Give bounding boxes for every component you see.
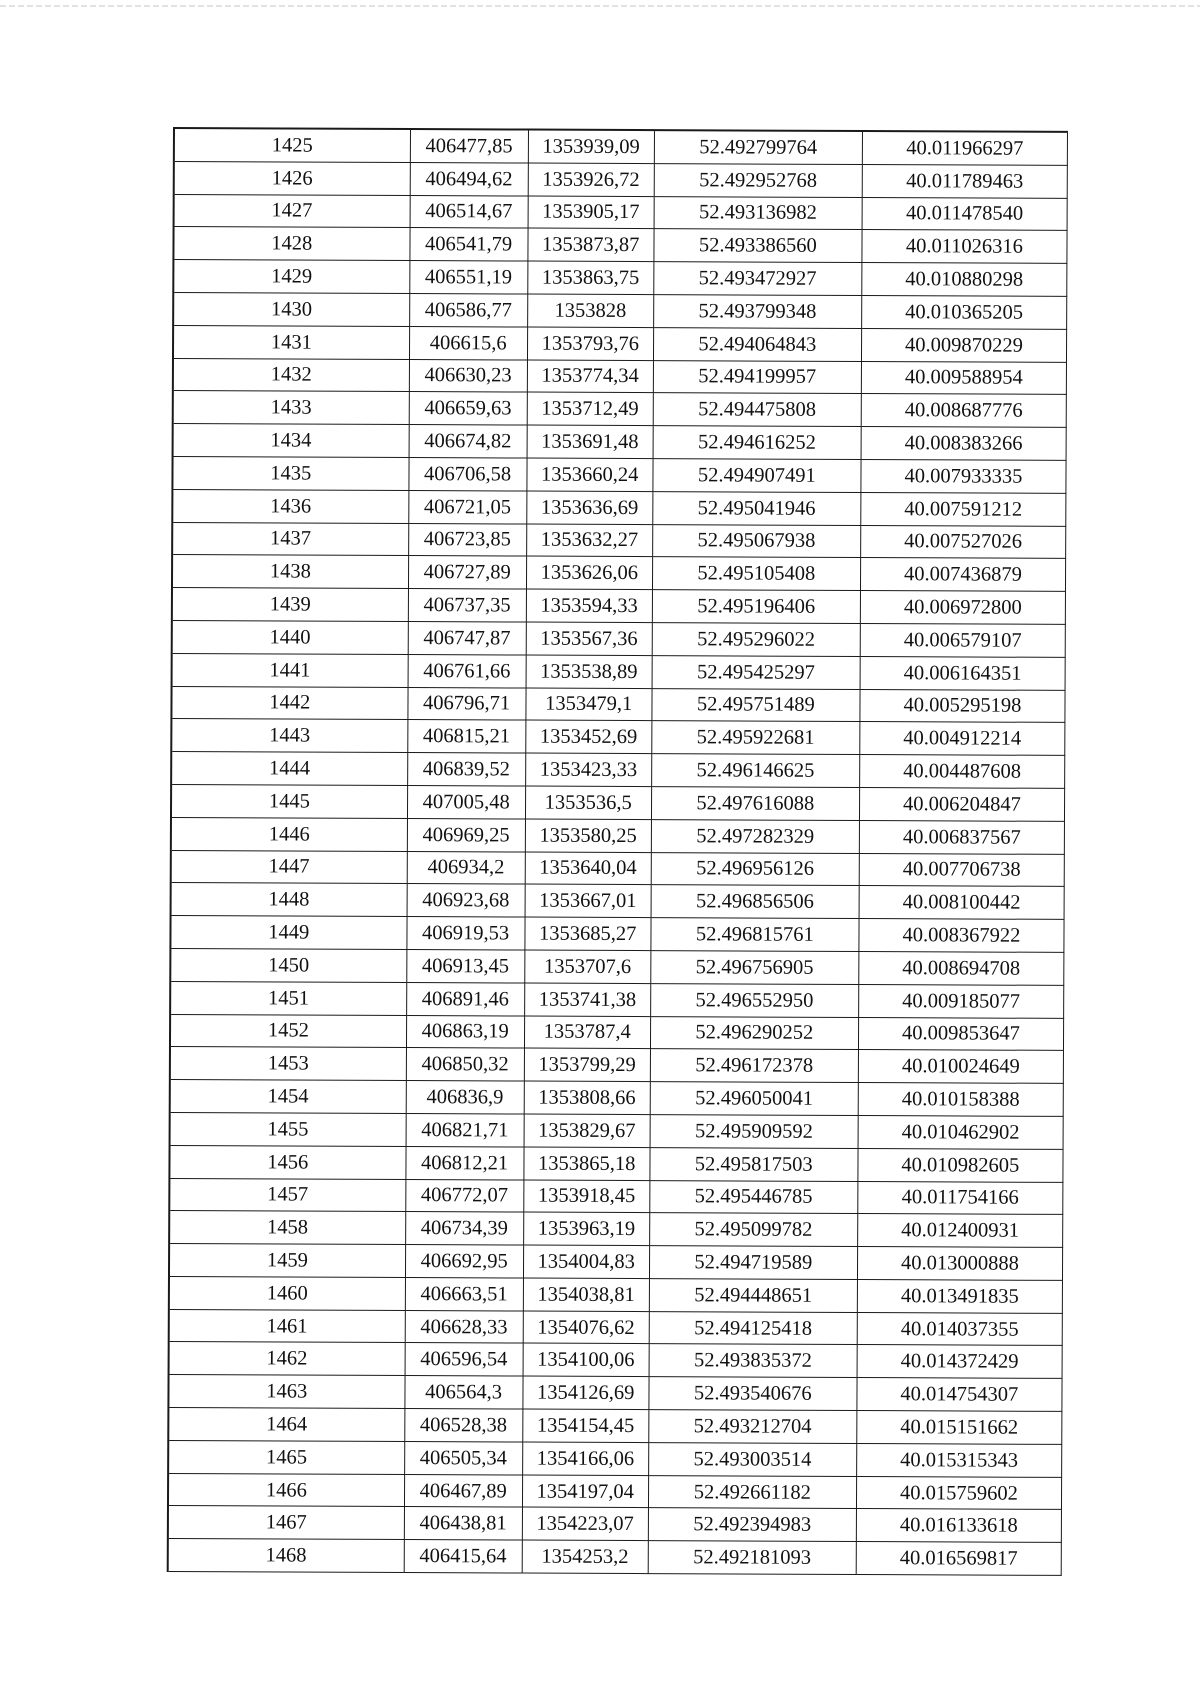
x-coordinate-cell: 407005,48 — [407, 785, 525, 818]
table-row — [168, 1539, 1062, 1576]
latitude-cell: 52.496290252 — [650, 1016, 858, 1050]
point-number-cell: 1435 — [172, 456, 408, 490]
point-number-cell: 1447 — [171, 850, 407, 884]
table-row — [168, 1473, 1062, 1510]
point-number-cell: 1458 — [169, 1211, 405, 1245]
point-number-cell: 1449 — [170, 916, 406, 950]
table-row — [173, 325, 1067, 362]
y-coordinate-cell: 1354154,45 — [522, 1409, 648, 1442]
y-coordinate-cell: 1353538,89 — [526, 655, 652, 688]
y-coordinate-cell: 1354126,69 — [523, 1376, 649, 1409]
longitude-cell: 40.011754166 — [858, 1181, 1063, 1215]
latitude-cell: 52.495425297 — [652, 655, 860, 689]
latitude-cell: 52.496815761 — [651, 918, 859, 952]
longitude-cell: 40.016133618 — [856, 1509, 1061, 1543]
table-row — [173, 424, 1067, 461]
latitude-cell: 52.494064843 — [653, 327, 861, 361]
latitude-cell: 52.495909592 — [650, 1114, 858, 1148]
longitude-cell: 40.014372429 — [857, 1345, 1062, 1379]
x-coordinate-cell: 406541,79 — [410, 228, 528, 261]
table-row — [174, 161, 1068, 198]
latitude-cell: 52.492799764 — [654, 130, 862, 164]
longitude-cell: 40.006204847 — [859, 787, 1064, 821]
x-coordinate-cell: 406821,71 — [406, 1113, 524, 1146]
x-coordinate-cell: 406415,64 — [404, 1540, 522, 1573]
point-number-cell: 1460 — [169, 1276, 405, 1310]
table-row — [171, 752, 1065, 789]
x-coordinate-cell: 406659,63 — [409, 392, 527, 425]
longitude-cell: 40.004912214 — [860, 722, 1065, 756]
longitude-cell: 40.011966297 — [862, 131, 1067, 165]
y-coordinate-cell: 1353660,24 — [527, 458, 653, 491]
point-number-cell: 1446 — [171, 817, 407, 851]
table-row — [170, 916, 1064, 953]
latitude-cell: 52.492952768 — [654, 163, 862, 197]
table-row — [168, 1375, 1062, 1412]
point-number-cell: 1466 — [168, 1473, 404, 1507]
longitude-cell: 40.014754307 — [857, 1378, 1062, 1412]
point-number-cell: 1430 — [173, 292, 409, 326]
latitude-cell: 52.495041946 — [653, 491, 861, 525]
y-coordinate-cell: 1353793,76 — [527, 327, 653, 360]
table-row — [170, 1047, 1064, 1084]
x-coordinate-cell: 406747,87 — [408, 621, 526, 654]
table-row — [173, 358, 1067, 395]
longitude-cell: 40.009588954 — [861, 361, 1066, 395]
table-row — [171, 686, 1065, 723]
x-coordinate-cell: 406494,62 — [410, 162, 528, 195]
longitude-cell: 40.005295198 — [860, 689, 1065, 723]
longitude-cell: 40.011789463 — [862, 164, 1067, 198]
longitude-cell: 40.010982605 — [858, 1148, 1063, 1182]
point-number-cell: 1455 — [170, 1112, 406, 1146]
table-row — [173, 292, 1067, 329]
x-coordinate-cell: 406923,68 — [407, 884, 525, 917]
y-coordinate-cell: 1353963,19 — [523, 1212, 649, 1245]
longitude-cell: 40.010024649 — [858, 1050, 1063, 1084]
y-coordinate-cell: 1354038,81 — [523, 1278, 649, 1311]
x-coordinate-cell: 406467,89 — [404, 1474, 522, 1507]
latitude-cell: 52.496172378 — [650, 1049, 858, 1083]
latitude-cell: 52.494125418 — [649, 1311, 857, 1345]
point-number-cell: 1459 — [169, 1244, 405, 1278]
x-coordinate-cell: 406812,21 — [406, 1146, 524, 1179]
point-number-cell: 1452 — [170, 1014, 406, 1048]
latitude-cell: 52.496552950 — [650, 983, 858, 1017]
latitude-cell: 52.494448651 — [649, 1278, 857, 1312]
x-coordinate-cell: 406913,45 — [406, 949, 524, 982]
latitude-cell: 52.493472927 — [654, 262, 862, 296]
latitude-cell: 52.493212704 — [649, 1410, 857, 1444]
y-coordinate-cell: 1353580,25 — [525, 819, 651, 852]
point-number-cell: 1436 — [172, 489, 408, 523]
point-number-cell: 1425 — [174, 128, 410, 162]
longitude-cell: 40.008687776 — [861, 394, 1066, 428]
latitude-cell: 52.495296022 — [652, 623, 860, 657]
point-number-cell: 1433 — [173, 391, 409, 425]
table-row — [171, 883, 1065, 920]
x-coordinate-cell: 406628,33 — [405, 1310, 523, 1343]
y-coordinate-cell: 1353536,5 — [525, 786, 651, 819]
x-coordinate-cell: 406919,53 — [407, 917, 525, 950]
longitude-cell: 40.013000888 — [857, 1247, 1062, 1281]
table-row — [170, 1014, 1064, 1051]
table-row — [172, 456, 1066, 493]
table-row — [171, 784, 1065, 821]
y-coordinate-cell: 1354197,04 — [522, 1475, 648, 1508]
x-coordinate-cell: 406815,21 — [407, 720, 525, 753]
point-number-cell: 1462 — [169, 1342, 405, 1376]
point-number-cell: 1465 — [168, 1440, 404, 1474]
longitude-cell: 40.010462902 — [858, 1115, 1063, 1149]
y-coordinate-cell: 1353567,36 — [526, 622, 652, 655]
coordinates-table-body — [168, 128, 1068, 1575]
x-coordinate-cell: 406839,52 — [407, 753, 525, 786]
x-coordinate-cell: 406850,32 — [406, 1048, 524, 1081]
table-row — [173, 391, 1067, 428]
y-coordinate-cell: 1353452,69 — [525, 720, 651, 753]
x-coordinate-cell: 406477,85 — [410, 129, 528, 163]
point-number-cell: 1427 — [174, 194, 410, 228]
point-number-cell: 1426 — [174, 161, 410, 195]
y-coordinate-cell: 1353712,49 — [527, 392, 653, 425]
longitude-cell: 40.006837567 — [859, 820, 1064, 854]
x-coordinate-cell: 406836,9 — [406, 1081, 524, 1114]
longitude-cell: 40.014037355 — [857, 1312, 1062, 1346]
x-coordinate-cell: 406721,05 — [408, 490, 526, 523]
longitude-cell: 40.011478540 — [862, 197, 1067, 231]
x-coordinate-cell: 406505,34 — [404, 1441, 522, 1474]
table-row — [174, 128, 1068, 165]
y-coordinate-cell: 1353594,33 — [526, 589, 652, 622]
x-coordinate-cell: 406761,66 — [408, 654, 526, 687]
point-number-cell: 1450 — [170, 948, 406, 982]
point-number-cell: 1448 — [171, 883, 407, 917]
latitude-cell: 52.495446785 — [650, 1180, 858, 1214]
y-coordinate-cell: 1353787,4 — [524, 1016, 650, 1049]
latitude-cell: 52.492181093 — [648, 1541, 856, 1575]
latitude-cell: 52.494475808 — [653, 393, 861, 427]
y-coordinate-cell: 1353667,01 — [525, 884, 651, 917]
table-row — [169, 1276, 1063, 1313]
longitude-cell: 40.006579107 — [860, 623, 1065, 657]
latitude-cell: 52.495751489 — [652, 688, 860, 722]
x-coordinate-cell: 406514,67 — [410, 195, 528, 228]
longitude-cell: 40.007527026 — [860, 525, 1065, 559]
scan-edge-artifact — [0, 5, 1200, 7]
table-row — [169, 1309, 1063, 1346]
table-row — [170, 1080, 1064, 1117]
table-row — [172, 620, 1066, 657]
y-coordinate-cell: 1353479,1 — [526, 688, 652, 721]
longitude-cell: 40.012400931 — [857, 1214, 1062, 1248]
y-coordinate-cell: 1353918,45 — [523, 1180, 649, 1213]
point-number-cell: 1439 — [172, 588, 408, 622]
point-number-cell: 1468 — [168, 1539, 404, 1573]
y-coordinate-cell: 1353865,18 — [524, 1147, 650, 1180]
longitude-cell: 40.015151662 — [857, 1411, 1062, 1445]
y-coordinate-cell: 1353926,72 — [528, 163, 654, 196]
table-row — [172, 588, 1066, 625]
y-coordinate-cell: 1353799,29 — [524, 1048, 650, 1081]
table-row — [173, 227, 1067, 264]
x-coordinate-cell: 406734,39 — [405, 1212, 523, 1245]
y-coordinate-cell: 1353808,66 — [524, 1081, 650, 1114]
point-number-cell: 1437 — [172, 522, 408, 556]
y-coordinate-cell: 1354223,07 — [522, 1508, 648, 1541]
longitude-cell: 40.008694708 — [859, 951, 1064, 985]
y-coordinate-cell: 1353774,34 — [527, 360, 653, 393]
table-row — [168, 1506, 1062, 1543]
y-coordinate-cell: 1354253,2 — [522, 1540, 648, 1573]
longitude-cell: 40.013491835 — [857, 1279, 1062, 1313]
y-coordinate-cell: 1353640,04 — [525, 852, 651, 885]
x-coordinate-cell: 406674,82 — [409, 425, 527, 458]
x-coordinate-cell: 406891,46 — [406, 982, 524, 1015]
latitude-cell: 52.495922681 — [652, 721, 860, 755]
point-number-cell: 1461 — [169, 1309, 405, 1343]
y-coordinate-cell: 1353873,87 — [528, 228, 654, 261]
latitude-cell: 52.493386560 — [654, 229, 862, 263]
y-coordinate-cell: 1353829,67 — [524, 1114, 650, 1147]
table-row — [171, 817, 1065, 854]
latitude-cell: 52.496050041 — [650, 1082, 858, 1116]
point-number-cell: 1463 — [168, 1375, 404, 1409]
longitude-cell: 40.011026316 — [862, 230, 1067, 264]
x-coordinate-cell: 406692,95 — [405, 1245, 523, 1278]
table-row — [169, 1211, 1063, 1248]
longitude-cell: 40.010880298 — [862, 263, 1067, 297]
y-coordinate-cell: 1353863,75 — [527, 261, 653, 294]
longitude-cell: 40.007591212 — [861, 492, 1066, 526]
x-coordinate-cell: 406796,71 — [408, 687, 526, 720]
point-number-cell: 1438 — [172, 555, 408, 589]
point-number-cell: 1445 — [171, 784, 407, 818]
latitude-cell: 52.494199957 — [653, 360, 861, 394]
y-coordinate-cell: 1353707,6 — [524, 950, 650, 983]
latitude-cell: 52.495105408 — [652, 557, 860, 591]
longitude-cell: 40.015759602 — [856, 1476, 1061, 1510]
longitude-cell: 40.007436879 — [860, 558, 1065, 592]
longitude-cell: 40.007706738 — [859, 853, 1064, 887]
table-row — [171, 719, 1065, 756]
x-coordinate-cell: 406737,35 — [408, 589, 526, 622]
latitude-cell: 52.493136982 — [654, 196, 862, 230]
longitude-cell: 40.008100442 — [859, 886, 1064, 920]
x-coordinate-cell: 406969,25 — [407, 818, 525, 851]
x-coordinate-cell: 406723,85 — [408, 523, 526, 556]
latitude-cell: 52.496146625 — [651, 754, 859, 788]
latitude-cell: 52.496756905 — [651, 951, 859, 985]
point-number-cell: 1453 — [170, 1047, 406, 1081]
x-coordinate-cell: 406528,38 — [404, 1409, 522, 1442]
y-coordinate-cell: 1353939,09 — [528, 130, 654, 164]
y-coordinate-cell: 1354166,06 — [522, 1442, 648, 1475]
longitude-cell: 40.006164351 — [860, 656, 1065, 690]
point-number-cell: 1464 — [168, 1408, 404, 1442]
y-coordinate-cell: 1353423,33 — [525, 753, 651, 786]
longitude-cell: 40.010365205 — [861, 295, 1066, 329]
latitude-cell: 52.494616252 — [653, 426, 861, 460]
longitude-cell: 40.009185077 — [858, 984, 1063, 1018]
latitude-cell: 52.493835372 — [649, 1344, 857, 1378]
table-row — [172, 653, 1066, 690]
latitude-cell: 52.493799348 — [653, 295, 861, 329]
point-number-cell: 1444 — [171, 752, 407, 786]
table-row — [172, 555, 1066, 592]
point-number-cell: 1456 — [169, 1145, 405, 1179]
y-coordinate-cell: 1354076,62 — [523, 1311, 649, 1344]
latitude-cell: 52.492661182 — [648, 1475, 856, 1509]
point-number-cell: 1432 — [173, 358, 409, 392]
y-coordinate-cell: 1353691,48 — [527, 425, 653, 458]
x-coordinate-cell: 406727,89 — [408, 556, 526, 589]
x-coordinate-cell: 406863,19 — [406, 1015, 524, 1048]
y-coordinate-cell: 1353685,27 — [525, 917, 651, 950]
y-coordinate-cell: 1353905,17 — [528, 196, 654, 229]
latitude-cell: 52.492394983 — [648, 1508, 856, 1542]
point-number-cell: 1440 — [172, 620, 408, 654]
longitude-cell: 40.007933335 — [861, 459, 1066, 493]
x-coordinate-cell: 406663,51 — [405, 1277, 523, 1310]
y-coordinate-cell: 1353632,27 — [526, 524, 652, 557]
table-row — [174, 194, 1068, 231]
longitude-cell: 40.009870229 — [861, 328, 1066, 362]
point-number-cell: 1429 — [173, 260, 409, 294]
coordinates-table — [167, 127, 1068, 1576]
x-coordinate-cell: 406615,6 — [409, 326, 527, 359]
table-row — [169, 1145, 1063, 1182]
longitude-cell: 40.016569817 — [856, 1542, 1061, 1576]
point-number-cell: 1434 — [173, 424, 409, 458]
longitude-cell: 40.010158388 — [858, 1083, 1063, 1117]
table-row — [169, 1178, 1063, 1215]
table-row — [168, 1440, 1062, 1477]
latitude-cell: 52.495067938 — [652, 524, 860, 558]
table-row — [170, 1112, 1064, 1149]
latitude-cell: 52.495196406 — [652, 590, 860, 624]
x-coordinate-cell: 406564,3 — [405, 1376, 523, 1409]
table-row — [169, 1342, 1063, 1379]
latitude-cell: 52.496856506 — [651, 885, 859, 919]
x-coordinate-cell: 406934,2 — [407, 851, 525, 884]
longitude-cell: 40.008383266 — [861, 427, 1066, 461]
x-coordinate-cell: 406630,23 — [409, 359, 527, 392]
point-number-cell: 1467 — [168, 1506, 404, 1540]
point-number-cell: 1442 — [171, 686, 407, 720]
longitude-cell: 40.009853647 — [858, 1017, 1063, 1051]
point-number-cell: 1454 — [170, 1080, 406, 1114]
y-coordinate-cell: 1354004,83 — [523, 1245, 649, 1278]
latitude-cell: 52.495817503 — [650, 1147, 858, 1181]
x-coordinate-cell: 406596,54 — [405, 1343, 523, 1376]
longitude-cell: 40.008367922 — [859, 919, 1064, 953]
y-coordinate-cell: 1353741,38 — [524, 983, 650, 1016]
latitude-cell: 52.494719589 — [649, 1246, 857, 1280]
longitude-cell: 40.004487608 — [859, 755, 1064, 789]
latitude-cell: 52.493003514 — [648, 1442, 856, 1476]
latitude-cell: 52.493540676 — [649, 1377, 857, 1411]
y-coordinate-cell: 1353636,69 — [526, 491, 652, 524]
point-number-cell: 1431 — [173, 325, 409, 359]
table-row — [171, 850, 1065, 887]
y-coordinate-cell: 1353626,06 — [526, 556, 652, 589]
x-coordinate-cell: 406772,07 — [405, 1179, 523, 1212]
longitude-cell: 40.006972800 — [860, 591, 1065, 625]
table-row — [169, 1244, 1063, 1281]
point-number-cell: 1451 — [170, 981, 406, 1015]
latitude-cell: 52.497616088 — [651, 787, 859, 821]
x-coordinate-cell: 406438,81 — [404, 1507, 522, 1540]
x-coordinate-cell: 406551,19 — [409, 261, 527, 294]
latitude-cell: 52.495099782 — [649, 1213, 857, 1247]
latitude-cell: 52.497282329 — [651, 819, 859, 853]
y-coordinate-cell: 1354100,06 — [523, 1344, 649, 1377]
table-row — [170, 981, 1064, 1018]
point-number-cell: 1443 — [171, 719, 407, 753]
latitude-cell: 52.494907491 — [653, 459, 861, 493]
table-row — [168, 1408, 1062, 1445]
x-coordinate-cell: 406586,77 — [409, 294, 527, 327]
table-row — [173, 260, 1067, 297]
y-coordinate-cell: 1353828 — [527, 294, 653, 327]
x-coordinate-cell: 406706,58 — [409, 458, 527, 491]
point-number-cell: 1428 — [173, 227, 409, 261]
table-row — [170, 948, 1064, 985]
point-number-cell: 1457 — [169, 1178, 405, 1212]
longitude-cell: 40.015315343 — [856, 1443, 1061, 1477]
table-row — [172, 489, 1066, 526]
latitude-cell: 52.496956126 — [651, 852, 859, 886]
point-number-cell: 1441 — [172, 653, 408, 687]
table-row — [172, 522, 1066, 559]
